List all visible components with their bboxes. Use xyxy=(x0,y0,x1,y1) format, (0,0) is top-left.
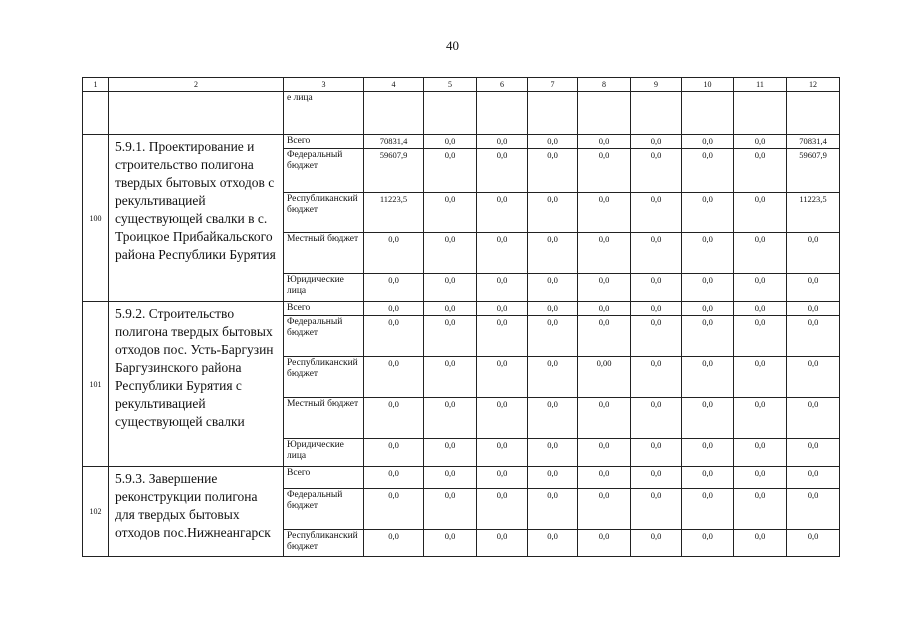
value-cell: 0,0 xyxy=(787,467,840,489)
value-cell: 0,0 xyxy=(734,233,787,274)
value-cell: 0,0 xyxy=(364,398,424,439)
value-cell: 0,0 xyxy=(424,439,477,467)
column-number: 2 xyxy=(109,78,284,92)
table-row xyxy=(83,135,840,149)
value-cell: 0,0 xyxy=(682,274,734,302)
value-cell: 0,0 xyxy=(364,357,424,398)
value-cell: 0,0 xyxy=(477,316,528,357)
value-cell: 0,0 xyxy=(528,357,578,398)
value-cell: 0,0 xyxy=(578,439,631,467)
funding-source: Федеральный бюджет xyxy=(284,489,364,530)
value-cell: 0,0 xyxy=(424,302,477,316)
value-cell: 0,0 xyxy=(734,193,787,233)
value-cell: 0,0 xyxy=(578,135,631,149)
funding-source: Местный бюджет xyxy=(284,233,364,274)
activity-name: 5.9.1. Проектирование и строительство полигона твердых бытовых отходов с рекультивацией существующей свалки в с. Троицкое Прибайкальского района Республики Бурятия xyxy=(109,135,284,302)
column-number: 9 xyxy=(631,78,682,92)
value-cell: 0,0 xyxy=(477,149,528,193)
column-number: 1 xyxy=(83,78,109,92)
value-cell: 11223,5 xyxy=(787,193,840,233)
index-cell-empty xyxy=(83,92,109,135)
value-cell: 0,0 xyxy=(734,489,787,530)
value-cell: 0,0 xyxy=(787,302,840,316)
value-cell: 70831,4 xyxy=(364,135,424,149)
value-cell: 0,0 xyxy=(477,439,528,467)
value-cell: 0,0 xyxy=(578,302,631,316)
value-cell: 0,0 xyxy=(631,467,682,489)
value-cell: 0,0 xyxy=(477,302,528,316)
value-cell: 0,0 xyxy=(787,316,840,357)
funding-source: е лица xyxy=(284,92,364,135)
value-cell: 0,0 xyxy=(578,530,631,557)
value-cell: 0,0 xyxy=(477,193,528,233)
funding-source: Республиканский бюджет xyxy=(284,357,364,398)
value-cell: 0,0 xyxy=(424,193,477,233)
value-cell: 0,0 xyxy=(682,302,734,316)
value-cell: 0,0 xyxy=(734,439,787,467)
value-cell: 0,0 xyxy=(631,530,682,557)
value-cell: 0,0 xyxy=(631,398,682,439)
value-cell-empty xyxy=(364,92,424,135)
value-cell: 0,0 xyxy=(424,316,477,357)
value-cell: 0,0 xyxy=(682,439,734,467)
value-cell: 0,0 xyxy=(528,439,578,467)
value-cell: 0,0 xyxy=(734,467,787,489)
value-cell: 0,0 xyxy=(364,439,424,467)
funding-source: Всего xyxy=(284,302,364,316)
value-cell: 0,0 xyxy=(477,467,528,489)
value-cell: 0,0 xyxy=(528,149,578,193)
value-cell: 0,0 xyxy=(787,439,840,467)
value-cell-empty xyxy=(477,92,528,135)
value-cell: 0,0 xyxy=(424,467,477,489)
budget-table xyxy=(82,77,840,557)
value-cell: 0,0 xyxy=(631,193,682,233)
value-cell-empty xyxy=(787,92,840,135)
value-cell: 0,0 xyxy=(682,149,734,193)
value-cell: 0,0 xyxy=(477,398,528,439)
value-cell: 0,0 xyxy=(787,357,840,398)
value-cell: 0,0 xyxy=(578,316,631,357)
value-cell: 0,0 xyxy=(631,302,682,316)
value-cell: 0,0 xyxy=(528,489,578,530)
value-cell: 0,0 xyxy=(734,135,787,149)
value-cell: 0,0 xyxy=(682,467,734,489)
column-number: 10 xyxy=(682,78,734,92)
value-cell: 0,0 xyxy=(787,274,840,302)
value-cell: 0,0 xyxy=(364,316,424,357)
value-cell: 0,0 xyxy=(528,274,578,302)
value-cell: 0,0 xyxy=(424,398,477,439)
value-cell: 0,0 xyxy=(528,530,578,557)
value-cell: 0,0 xyxy=(364,530,424,557)
value-cell: 0,0 xyxy=(682,233,734,274)
value-cell: 0,0 xyxy=(528,233,578,274)
column-number-row xyxy=(83,78,840,92)
funding-source: Юридические лица xyxy=(284,439,364,467)
value-cell: 0,0 xyxy=(528,316,578,357)
value-cell: 0,00 xyxy=(578,357,631,398)
column-number: 3 xyxy=(284,78,364,92)
value-cell: 0,0 xyxy=(364,302,424,316)
value-cell: 11223,5 xyxy=(364,193,424,233)
value-cell: 0,0 xyxy=(477,274,528,302)
value-cell: 0,0 xyxy=(364,274,424,302)
column-number: 7 xyxy=(528,78,578,92)
column-number: 4 xyxy=(364,78,424,92)
value-cell: 0,0 xyxy=(734,149,787,193)
value-cell: 0,0 xyxy=(364,467,424,489)
value-cell: 0,0 xyxy=(631,489,682,530)
value-cell: 0,0 xyxy=(424,530,477,557)
value-cell: 70831,4 xyxy=(787,135,840,149)
value-cell: 0,0 xyxy=(424,135,477,149)
funding-source: Федеральный бюджет xyxy=(284,316,364,357)
value-cell: 0,0 xyxy=(682,530,734,557)
funding-source: Всего xyxy=(284,135,364,149)
value-cell: 0,0 xyxy=(734,530,787,557)
value-cell: 0,0 xyxy=(578,233,631,274)
page-number: 40 xyxy=(446,38,459,53)
funding-source: Федеральный бюджет xyxy=(284,149,364,193)
value-cell: 0,0 xyxy=(364,489,424,530)
value-cell: 0,0 xyxy=(682,135,734,149)
value-cell: 0,0 xyxy=(682,489,734,530)
value-cell: 0,0 xyxy=(364,233,424,274)
value-cell: 0,0 xyxy=(578,467,631,489)
value-cell: 0,0 xyxy=(477,357,528,398)
value-cell: 0,0 xyxy=(682,398,734,439)
value-cell: 0,0 xyxy=(787,233,840,274)
value-cell: 0,0 xyxy=(787,398,840,439)
value-cell: 0,0 xyxy=(682,193,734,233)
value-cell: 0,0 xyxy=(631,357,682,398)
funding-source: Юридические лица xyxy=(284,274,364,302)
value-cell: 0,0 xyxy=(631,233,682,274)
value-cell: 0,0 xyxy=(528,193,578,233)
value-cell: 0,0 xyxy=(631,149,682,193)
value-cell: 0,0 xyxy=(734,316,787,357)
name-cell-empty xyxy=(109,92,284,135)
activity-name: 5.9.3. Завершение реконструкции полигона для твердых бытовых отходов пос.Нижнеангарск xyxy=(109,467,284,557)
row-index: 100 xyxy=(83,135,109,302)
funding-source: Республиканский бюджет xyxy=(284,530,364,557)
value-cell: 0,0 xyxy=(528,467,578,489)
value-cell: 0,0 xyxy=(578,149,631,193)
value-cell: 0,0 xyxy=(477,530,528,557)
funding-source: Всего xyxy=(284,467,364,489)
value-cell-empty xyxy=(528,92,578,135)
value-cell: 0,0 xyxy=(477,489,528,530)
value-cell: 0,0 xyxy=(631,439,682,467)
value-cell: 0,0 xyxy=(631,274,682,302)
column-number: 5 xyxy=(424,78,477,92)
value-cell-empty xyxy=(734,92,787,135)
value-cell: 0,0 xyxy=(424,489,477,530)
value-cell: 0,0 xyxy=(424,274,477,302)
value-cell: 0,0 xyxy=(787,489,840,530)
value-cell-empty xyxy=(424,92,477,135)
value-cell: 0,0 xyxy=(682,357,734,398)
value-cell: 0,0 xyxy=(578,489,631,530)
column-number: 8 xyxy=(578,78,631,92)
value-cell: 0,0 xyxy=(528,135,578,149)
value-cell-empty xyxy=(631,92,682,135)
value-cell-empty xyxy=(578,92,631,135)
value-cell: 0,0 xyxy=(734,357,787,398)
continuation-row xyxy=(83,92,840,135)
value-cell: 0,0 xyxy=(578,193,631,233)
value-cell: 0,0 xyxy=(424,357,477,398)
column-number: 12 xyxy=(787,78,840,92)
value-cell: 0,0 xyxy=(578,274,631,302)
value-cell-empty xyxy=(682,92,734,135)
value-cell: 0,0 xyxy=(734,398,787,439)
column-number: 11 xyxy=(734,78,787,92)
table-row xyxy=(83,467,840,489)
value-cell: 0,0 xyxy=(787,530,840,557)
value-cell: 59607,9 xyxy=(364,149,424,193)
value-cell: 0,0 xyxy=(477,233,528,274)
activity-name: 5.9.2. Строительство полигона твердых бытовых отходов пос. Усть-Баргузин Баргузинского района Республики Бурятия с рекультивацией существующей свалки xyxy=(109,302,284,467)
value-cell: 0,0 xyxy=(424,149,477,193)
value-cell: 0,0 xyxy=(631,316,682,357)
value-cell: 0,0 xyxy=(631,135,682,149)
value-cell: 0,0 xyxy=(477,135,528,149)
value-cell: 0,0 xyxy=(528,302,578,316)
value-cell: 0,0 xyxy=(424,233,477,274)
value-cell: 0,0 xyxy=(578,398,631,439)
row-index: 101 xyxy=(83,302,109,467)
value-cell: 59607,9 xyxy=(787,149,840,193)
column-number: 6 xyxy=(477,78,528,92)
value-cell: 0,0 xyxy=(734,302,787,316)
funding-source: Республиканский бюджет xyxy=(284,193,364,233)
value-cell: 0,0 xyxy=(734,274,787,302)
row-index: 102 xyxy=(83,467,109,557)
value-cell: 0,0 xyxy=(682,316,734,357)
value-cell: 0,0 xyxy=(528,398,578,439)
funding-source: Местный бюджет xyxy=(284,398,364,439)
table-row xyxy=(83,302,840,316)
